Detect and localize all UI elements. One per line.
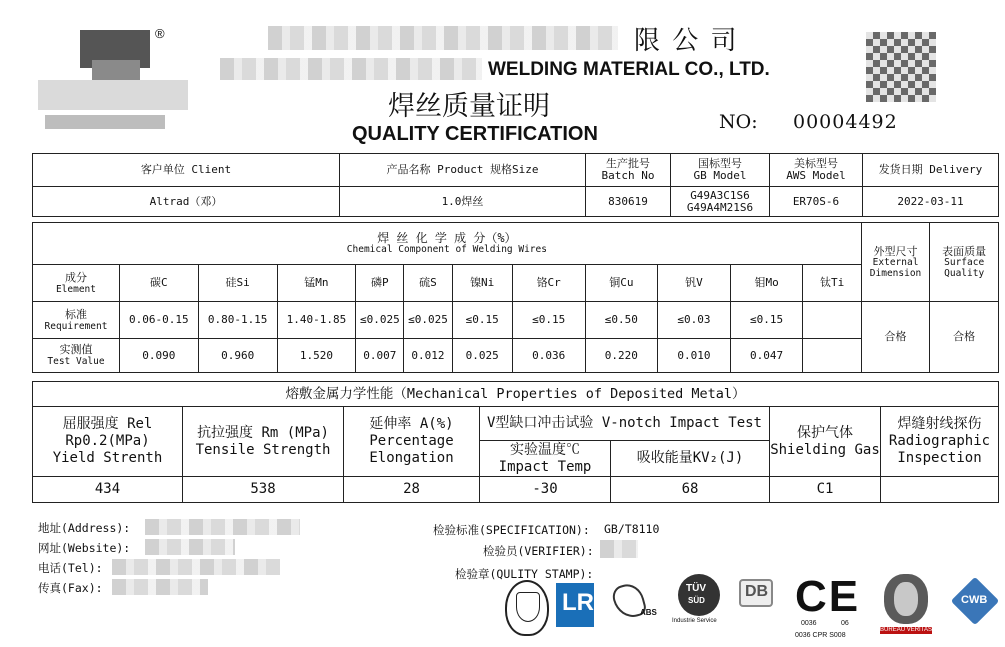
value-product: 1.0焊丝 — [340, 187, 586, 217]
website-redacted — [145, 539, 235, 555]
fax-label: 传真(Fax): — [38, 581, 103, 595]
element-10: 钛Ti — [803, 265, 861, 302]
element-5: 镍Ni — [452, 265, 512, 302]
requirement-label: 标准 Requirement — [33, 302, 120, 339]
requirement-10 — [803, 302, 861, 339]
element-2: 锰Mn — [277, 265, 356, 302]
requirement-7: ≤0.50 — [585, 302, 658, 339]
tel-redacted — [112, 559, 280, 575]
header-gb-model: 国标型号 GB Model — [671, 154, 770, 187]
element-4: 硫S — [404, 265, 452, 302]
company-name-redacted — [268, 26, 618, 50]
company-name-en: WELDING MATERIAL CO., LTD. — [488, 59, 770, 80]
test-value-0: 0.090 — [119, 339, 198, 373]
order-table — [32, 153, 999, 217]
temp-value: -30 — [480, 477, 611, 503]
element-1: 硅Si — [198, 265, 277, 302]
test-value-10 — [803, 339, 861, 373]
requirement-4: ≤0.025 — [404, 302, 452, 339]
element-6: 铬Cr — [512, 265, 585, 302]
header-batch: 生产批号 Batch No — [586, 154, 671, 187]
chem-table — [32, 222, 999, 373]
cert-title-en: QUALITY CERTIFICATION — [352, 123, 598, 145]
tel-label: 电话(Tel): — [38, 561, 103, 575]
abs-eagle-icon — [610, 580, 658, 624]
gas-value: C1 — [770, 477, 881, 503]
address-redacted — [145, 519, 300, 535]
gas-header: 保护气体 Shielding Gas — [770, 407, 881, 477]
value-gb-model: G49A3C1S6 G49A4M21S6 — [671, 187, 770, 217]
stamp-label: 检验章(QULITY STAMP): — [455, 567, 594, 581]
surface-result: 合格 — [930, 302, 999, 373]
test-value-1: 0.960 — [198, 339, 277, 373]
db-logo-icon — [739, 579, 773, 607]
impact-energy-header: 吸收能量KV₂(J) — [611, 441, 770, 477]
header-delivery: 发货日期 Delivery — [863, 154, 999, 187]
sud-text: SÜD — [688, 596, 705, 605]
yield-header: 屈服强度 Rel Rp0.2(MPa) Yield Strenth — [33, 407, 183, 477]
ce-logo-icon — [795, 572, 865, 644]
element-label: 成分 Element — [33, 265, 120, 302]
requirement-0: 0.06-0.15 — [119, 302, 198, 339]
company-logo — [30, 20, 190, 130]
ce-text: CE — [795, 572, 861, 621]
requirement-6: ≤0.15 — [512, 302, 585, 339]
value-aws-model: ER70S-6 — [770, 187, 863, 217]
test-value-7: 0.220 — [585, 339, 658, 373]
element-0: 碳C — [119, 265, 198, 302]
impact-header: V型缺口冲击试验 V-notch Impact Test — [480, 407, 770, 441]
cert-no-value: 00004492 — [793, 111, 898, 133]
yield-value: 434 — [33, 477, 183, 503]
requirement-8: ≤0.03 — [658, 302, 731, 339]
value-client: Altrad（邓） — [33, 187, 340, 217]
test-value-2: 1.520 — [277, 339, 356, 373]
test-value-5: 0.025 — [452, 339, 512, 373]
spec-value: GB/T8110 — [604, 522, 660, 536]
energy-value: 68 — [611, 477, 770, 503]
bureau-veritas-icon — [880, 574, 932, 646]
impact-temp-header: 实验温度℃ Impact Temp — [480, 441, 611, 477]
dimension-result: 合格 — [861, 302, 930, 373]
mech-title: 熔敷金属力学性能（Mechanical Properties of Deposited Metal） — [33, 382, 999, 407]
test-value-6: 0.036 — [512, 339, 585, 373]
value-delivery: 2022-03-11 — [863, 187, 999, 217]
header-product: 产品名称 Product 规格Size — [340, 154, 586, 187]
bv-text: BUREAU VERITAS — [880, 627, 932, 633]
ce-num2: 06 — [841, 620, 849, 627]
tensile-header: 抗拉强度 Rm (MPa) Tensile Strength — [183, 407, 344, 477]
company-en-redacted — [220, 58, 482, 80]
abs-text: ABS — [640, 608, 657, 617]
requirement-9: ≤0.15 — [730, 302, 803, 339]
lr-logo-icon: LR — [556, 583, 594, 627]
registered-mark: ® — [155, 26, 165, 41]
test-value-4: 0.012 — [404, 339, 452, 373]
spec-label: 检验标准(SPECIFICATION): — [433, 523, 590, 537]
requirement-2: 1.40-1.85 — [277, 302, 356, 339]
company-name-suffix: 限 公 司 — [634, 26, 739, 56]
radio-value — [881, 477, 999, 503]
qr-code — [866, 32, 936, 102]
cert-title-cn: 焊丝质量证明 — [388, 91, 550, 122]
test-value-3: 0.007 — [356, 339, 404, 373]
header-aws-model: 美标型号 AWS Model — [770, 154, 863, 187]
verifier-label: 检验员(VERIFIER): — [483, 544, 594, 558]
address-label: 地址(Address): — [38, 521, 131, 535]
requirement-3: ≤0.025 — [356, 302, 404, 339]
test-value-9: 0.047 — [730, 339, 803, 373]
element-8: 钒V — [658, 265, 731, 302]
ce-caption: 0036 CPR S008 — [795, 632, 846, 639]
element-7: 铜Cu — [585, 265, 658, 302]
chem-title: 焊 丝 化 学 成 分（%） Chemical Component of Welding Wires — [33, 223, 862, 265]
radio-header: 焊缝射线探伤 Radiographic Inspection — [881, 407, 999, 477]
test-value-label: 实测值 Test Value — [33, 339, 120, 373]
tensile-value: 538 — [183, 477, 344, 503]
tuv-logo-icon — [672, 574, 726, 628]
elongation-header: 延伸率 A(%) Percentage Elongation — [344, 407, 480, 477]
verifier-redacted — [600, 540, 638, 558]
requirement-5: ≤0.15 — [452, 302, 512, 339]
fax-redacted — [112, 579, 208, 595]
website-label: 网址(Website): — [38, 541, 131, 555]
dimension-header: 外型尺寸 External Dimension — [861, 223, 930, 302]
cwb-logo-icon — [949, 577, 1001, 629]
lloyds-crest-icon — [505, 580, 549, 636]
ce-num1: 0036 — [801, 620, 817, 627]
tuv-caption: Industrie Service — [672, 618, 717, 624]
tuv-text: TÜV — [686, 583, 706, 594]
element-9: 钼Mo — [730, 265, 803, 302]
elongation-value: 28 — [344, 477, 480, 503]
header-client: 客户单位 Client — [33, 154, 340, 187]
element-3: 磷P — [356, 265, 404, 302]
cert-no-label: NO: — [719, 111, 758, 133]
cwb-text: CWB — [961, 594, 988, 606]
db-text: DB — [745, 583, 769, 600]
surface-header: 表面质量 Surface Quality — [930, 223, 999, 302]
value-batch: 830619 — [586, 187, 671, 217]
test-value-8: 0.010 — [658, 339, 731, 373]
requirement-1: 0.80-1.15 — [198, 302, 277, 339]
mech-table — [32, 381, 999, 503]
